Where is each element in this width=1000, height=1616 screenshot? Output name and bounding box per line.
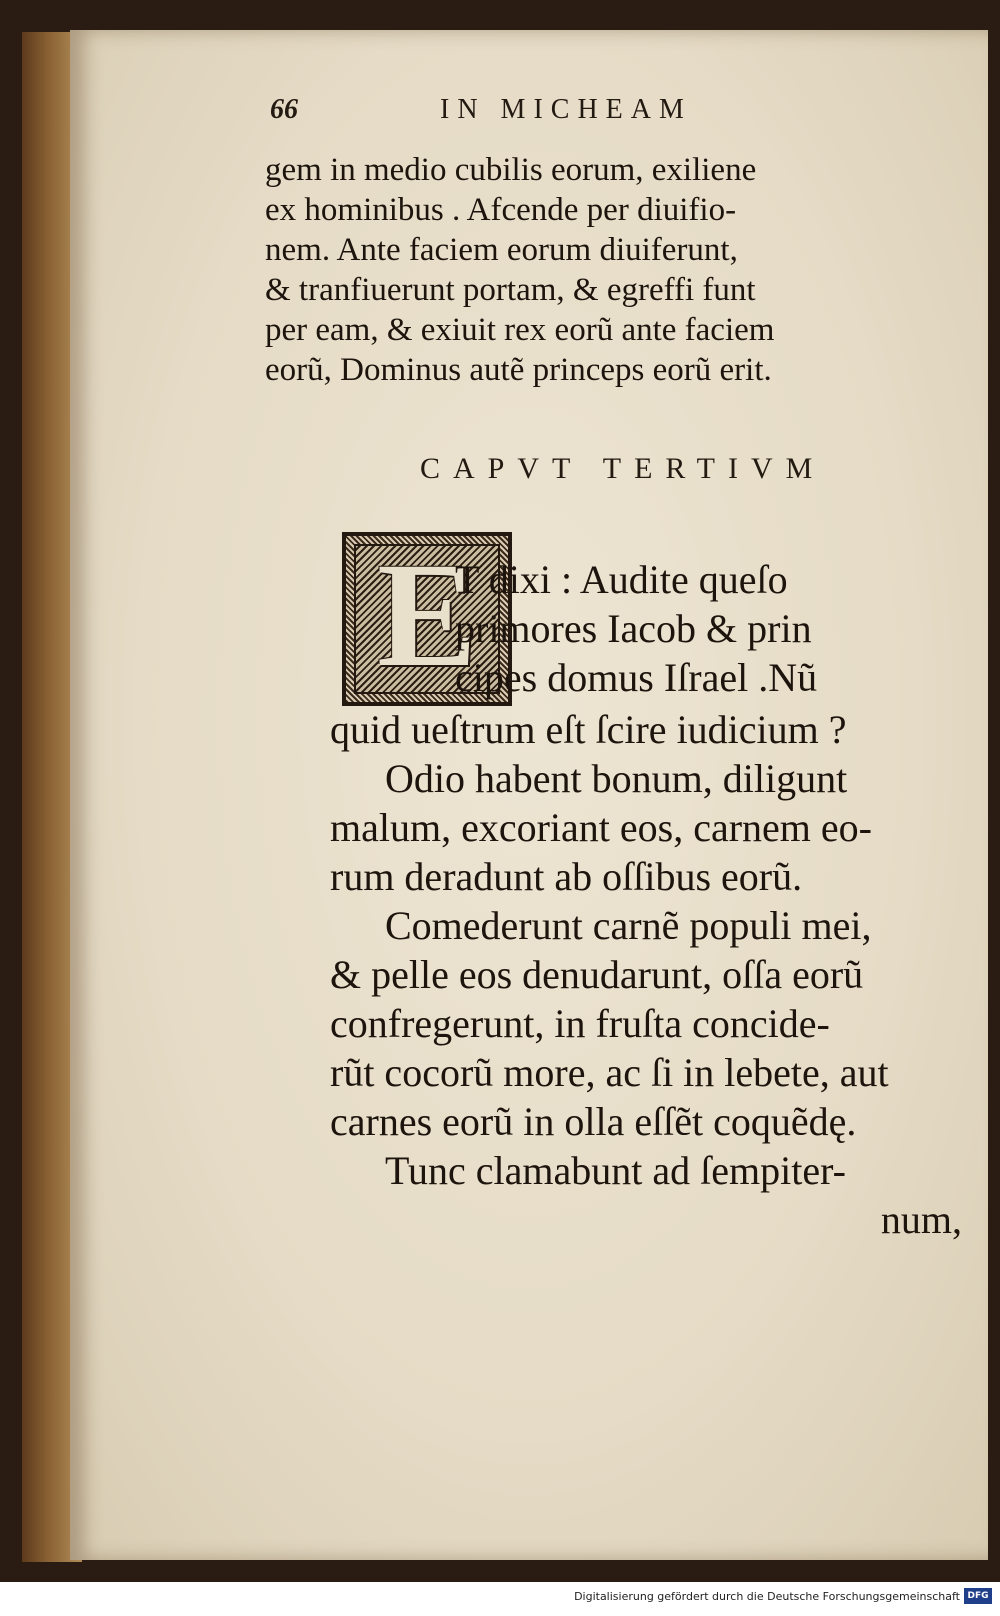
text-line: malum, excoriant eos, carnem eo- <box>330 805 872 850</box>
text-line: eorũ, Dominus autẽ princeps eorũ erit. <box>265 352 772 388</box>
text-line: Odio habent bonum, diligunt <box>385 756 848 801</box>
chapter-heading: CAPVT TERTIVM <box>420 452 826 485</box>
text-line: Tunc clamabunt ad ſempiter- <box>385 1148 846 1193</box>
text-block-top <box>265 150 935 390</box>
page-number: 66 <box>270 94 298 125</box>
funding-credit: Digitalisierung gefördert durch die Deutsche Forschungsgemeinschaft <box>574 1590 960 1603</box>
text-line: rũt cocorũ more, ac ſi in lebete, aut <box>330 1050 889 1095</box>
text-line: & tranfiuerunt portam, & egreffi funt <box>265 272 756 308</box>
text-block-initial <box>265 555 935 702</box>
text-line: ex hominibus . Afcende per diuifio- <box>265 192 737 228</box>
text-line: per eam, & exiuit rex eorũ ante faciem <box>265 312 775 348</box>
text-line: gem in medio cubilis eorum, exiliene <box>265 152 757 188</box>
text-line: quid ueſtrum eſt ſcire iudicium ? <box>330 707 847 752</box>
text-line: nem. Ante faciem eorum diuiferunt, <box>265 232 738 268</box>
text-line: carnes eorũ in olla eſſẽt coquẽdę. <box>330 1099 857 1144</box>
dfg-logo: DFG <box>964 1588 992 1604</box>
footer-bar <box>0 1582 1000 1616</box>
text-block-main <box>330 705 1000 1244</box>
text-line: & pelle eos denudarunt, oſſa eorũ <box>330 952 864 997</box>
text-line: primores Iacob & prin <box>455 606 812 651</box>
text-line: rum deradunt ab oſſibus eorũ. <box>330 854 803 899</box>
text-line: T dixi : Audite queſo <box>455 557 788 602</box>
running-title: IN MICHEAM <box>440 94 692 125</box>
text-line: cipes domus Iſrael .Nũ <box>455 655 818 700</box>
page-header <box>270 94 830 134</box>
catchword: num, <box>880 1197 962 1242</box>
text-line: Comederunt carnẽ populi mei, <box>385 903 872 948</box>
initial-letter: E <box>376 532 478 698</box>
text-line: confregerunt, in fruſta concide- <box>330 1001 830 1046</box>
